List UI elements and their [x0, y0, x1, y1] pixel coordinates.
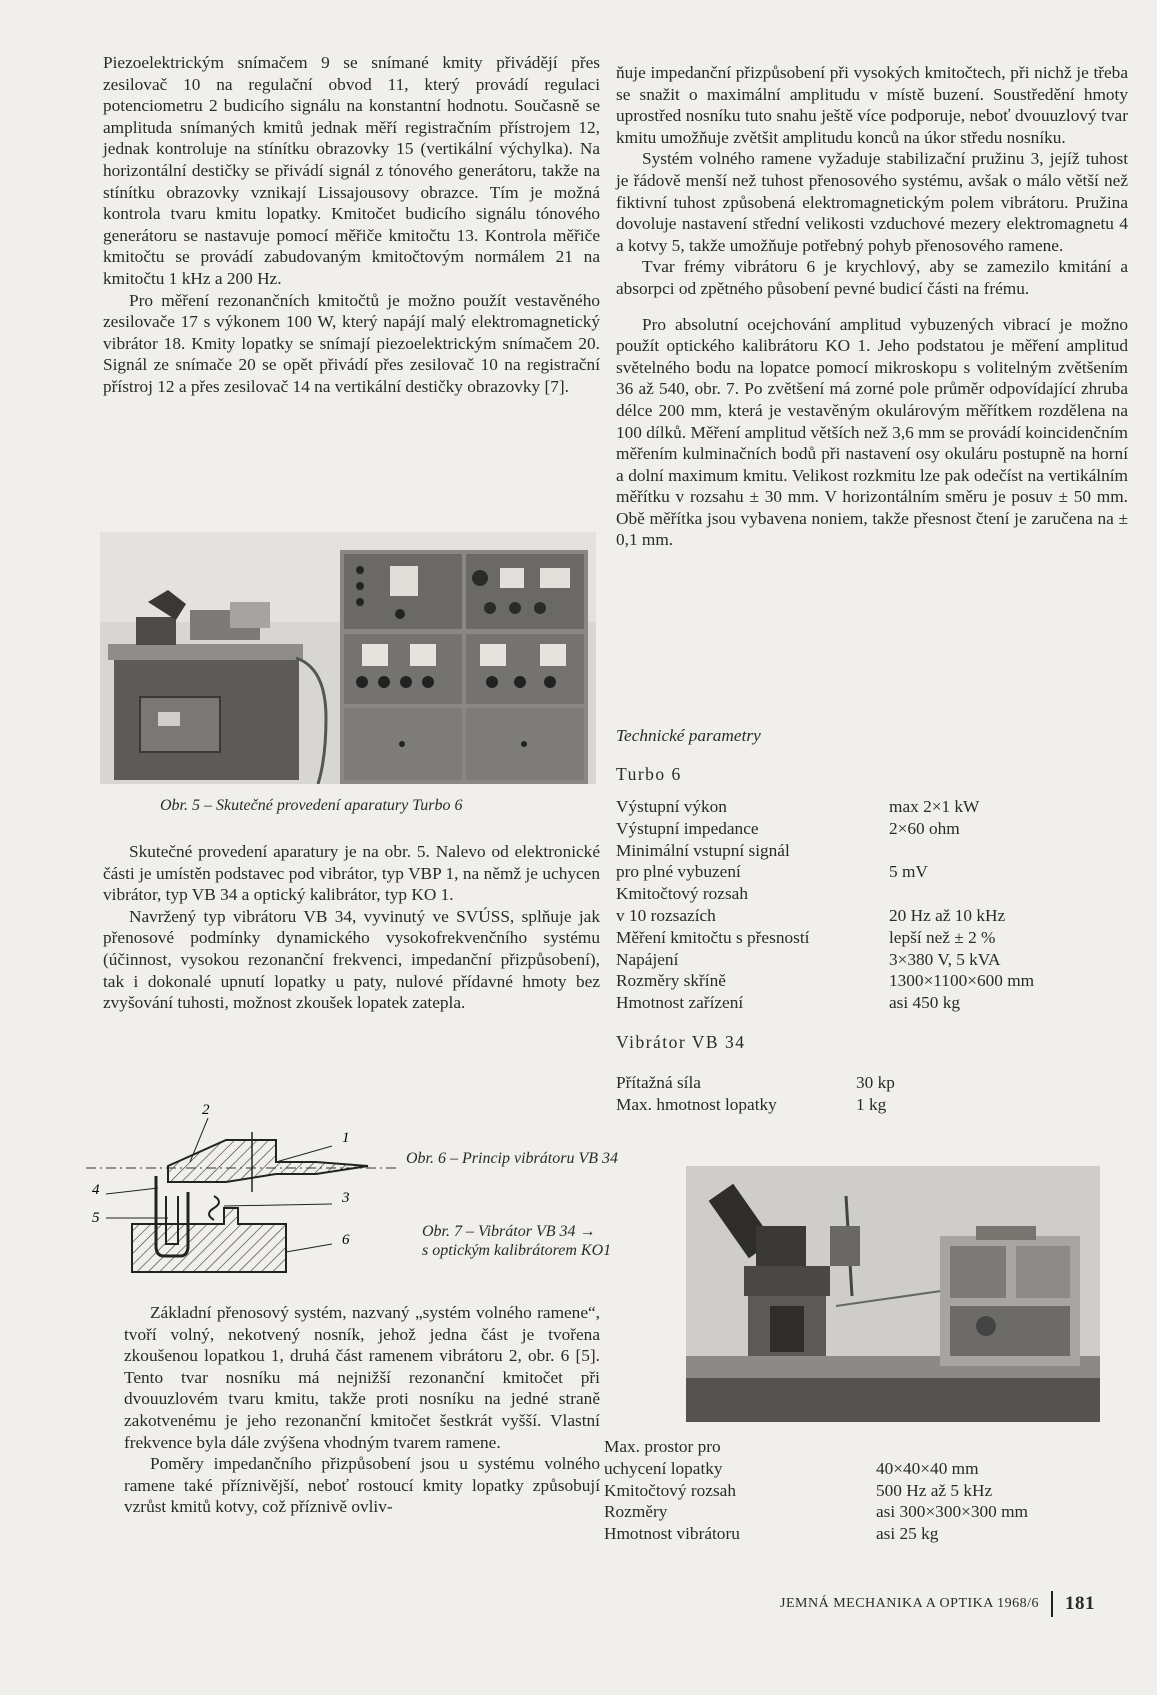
paragraph: Piezoelektrickým snímačem 9 se snímané kmity přivádějí přes zesilovač 10 na regulační obvod 11, který provádí regulaci potenciometru 2 budicího signálu na konstantní hodnotu. Současně se amplituda snímaných kmitů jednak měří registračním přístrojem 12, jednak kontroluje na stínítku obrazovky 15 (vertikální výchylka). Na horizontální destičky se přivádí signál z tónového generátoru, takže na stínítku obrazovky vznikají Lissajousovy obrazce. Tím je možná kontrola tvaru kmitu lopatky. Kmitočet budicího signálu tónového generátoru se nastavuje pomocí měřiče kmitočtu 13. Kontrola měřiče kmitočtu se provádí zabudovaným kmitočtovým normálem 21 na kmitočtu 1 kHz a 200 Hz.: [103, 53, 600, 288]
left-column-middle: [103, 841, 600, 1014]
paragraph: Skutečné provedení aparatury je na obr. 5. Nalevo od elektronické části je umístěn podstavec pod vibrátor, typ VBP 1, na němž je uchycen vibrátor, typ VB 34 a optický kalibrátor, typ KO 1.: [103, 842, 600, 905]
spec-row: [604, 1458, 1104, 1480]
spec-label: v 10 rozsazích: [616, 905, 716, 925]
spec-value: asi 450 kg: [889, 993, 961, 1013]
right-column-top: [616, 62, 1128, 551]
spec-label: Hmotnost zařízení: [616, 993, 744, 1013]
paragraph: Tvar frémy vibrátoru 6 je krychlový, aby se zamezilo kmitání a absorpci od zpětného působení pevné budicí části na frému.: [616, 257, 1128, 298]
spec-row: [604, 1480, 1104, 1502]
turbo-heading: Turbo 6: [616, 764, 682, 784]
spec-row: [616, 883, 1096, 905]
spec-value: 30 kp: [856, 1072, 895, 1092]
spec-row: [604, 1436, 1104, 1458]
spec-label: Přítažná síla: [616, 1072, 701, 1092]
spec-row: [616, 992, 1096, 1014]
spec-label: Minimální vstupní signál: [616, 840, 790, 860]
spec-value: asi 300×300×300 mm: [876, 1502, 1028, 1522]
page-footer: [780, 1591, 1095, 1617]
spec-row: [616, 1094, 1096, 1116]
label-2: 2: [202, 1102, 210, 1118]
spec-row: [616, 927, 1096, 949]
journal-title: JEMNÁ MECHANIKA A OPTIKA 1968/6: [780, 1596, 1039, 1611]
figure-7-photo: [686, 1166, 1100, 1422]
label-6: 6: [342, 1232, 350, 1248]
spec-row: [616, 861, 1096, 883]
vibrator-heading: Vibrátor VB 34: [616, 1031, 746, 1052]
spec-value: 500 Hz až 5 kHz: [876, 1480, 993, 1500]
spec-value: [889, 883, 1096, 905]
spec-value: max 2×1 kW: [889, 797, 980, 816]
spec-row: [616, 796, 1096, 818]
left-column-top: [103, 52, 600, 398]
spec-value: 1300×1100×600 mm: [889, 971, 1035, 991]
spec-row: [616, 970, 1096, 992]
spec-label: Max. hmotnost lopatky: [616, 1094, 777, 1114]
label-5: 5: [92, 1210, 100, 1226]
spec-value: asi 25 kg: [876, 1524, 939, 1544]
footer-divider: [1051, 1591, 1053, 1617]
paragraph: Navržený typ vibrátoru VB 34, vyvinutý ve SVÚSS, splňuje jak přenosové podmínky dynamického vysokofrekvenčního systému (účinnost, vysokou rezonanční frekvenci, impedanční přizpůsobení), tak i dokonalé upnutí lopatky u paty, nulové přídavné hmoty bez zvyšování tuhosti, možnost zkoušek lopatek zatepla.: [103, 906, 600, 1013]
calibrator-specs: [604, 1436, 1104, 1545]
spec-row: [616, 949, 1096, 971]
spec-value: 1 kg: [856, 1094, 887, 1114]
spec-row: [616, 1072, 1096, 1094]
label-4: 4: [92, 1182, 100, 1198]
spec-value: [876, 1436, 1104, 1458]
spec-value: 5 mV: [889, 862, 928, 882]
spec-label: Kmitočtový rozsah: [604, 1480, 736, 1500]
spec-label: Kmitočtový rozsah: [616, 884, 748, 904]
turbo-spec-table: [616, 796, 1096, 1014]
tech-heading: Technické parametry: [616, 726, 761, 745]
page-number: 181: [1065, 1593, 1095, 1614]
left-column-bottom: [124, 1302, 600, 1518]
paragraph: ňuje impedanční přizpůsobení při vysokých kmitočtech, při nichž je třeba se snažit o maximální amplitudu v místě buzení. Soustředění hmoty uprostřed nosníku tuto snahu ještě více podporuje, neboť dvouuzlový tvar kmitu umožňuje zvětšit amplitudu konců na úkor středu nosníku.: [616, 63, 1128, 147]
paragraph: Systém volného ramene vyžaduje stabilizační pružinu 3, jejíž tuhost je řádově menší než tuhost přenosového systému, avšak o málo větší než fiktivní tuhost způsobená elektromagnetickým polem vibrátoru. Pružina dovoluje nastavení střední velikosti vzduchové mezery elektromagnetu 4 a kotvy 5, takže umožňuje potřebný pohyb přenosového ramene.: [616, 149, 1128, 255]
label-1: 1: [342, 1130, 350, 1146]
spec-value: 20 Hz až 10 kHz: [889, 905, 1006, 925]
figure-5-photo: [100, 532, 596, 784]
spec-label: Max. prostor pro: [604, 1437, 721, 1456]
label-3: 3: [342, 1190, 350, 1206]
spec-row: [604, 1523, 1104, 1545]
paragraph: Poměry impedančního přizpůsobení jsou u systému volného ramene také příznivější, neboť rostoucí kmity lopatky způsobují vzrůst kmitů kotvy, což příznivě ovliv-: [124, 1454, 600, 1517]
spec-label: Výstupní výkon: [616, 797, 727, 816]
spec-label: uchycení lopatky: [604, 1458, 723, 1478]
spec-row: [604, 1501, 1104, 1523]
figure-5-caption: Obr. 5 – Skutečné provedení aparatury Turbo 6: [160, 797, 463, 814]
spec-label: Napájení: [616, 949, 679, 969]
spec-value: [889, 840, 1096, 862]
vibrator-photo-illustration: [686, 1166, 1100, 1422]
vibrator-spec-table: [616, 1072, 1096, 1116]
apparatus-photo-illustration: [100, 532, 596, 784]
calibrator-spec-table: [604, 1436, 1104, 1545]
figure-7-caption-line-1: Obr. 7 – Vibrátor VB 34 →: [422, 1223, 596, 1240]
spec-value: lepší než ± 2 %: [889, 927, 996, 947]
figure-7-caption-line-2: s optickým kalibrátorem KO1: [422, 1242, 612, 1259]
figure-7-caption: [422, 1222, 611, 1260]
spec-label: Hmotnost vibrátoru: [604, 1524, 740, 1544]
spec-label: Rozměry skříně: [616, 971, 726, 991]
spec-label: pro plné vybuzení: [616, 862, 741, 882]
figure-6-diagram: [86, 1096, 416, 1278]
paragraph: Pro měření rezonančních kmitočtů je možno použít vestavěného zesilovače 17 s výkonem 100 W, který napájí malý elektromagnetický vibrátor 18. Kmity lopatky se snímají piezoelektrickým snímačem 20. Signál ze snímače 20 se opět přivádí přes zesilovač 10 na registrační přístroj 12 a přes zesilovač 14 na vertikální destičky obrazovky [7].: [103, 290, 600, 396]
spec-row: [616, 840, 1096, 862]
spec-row: [616, 905, 1096, 927]
paragraph: Základní přenosový systém, nazvaný „systém volného ramene“, tvoří volný, nekotvený nosník, jehož jedna část je tvořena zkoušenou lopatkou 1, druhá část ramenem vibrátoru 2, obr. 6 [5]. Tento tvar nosníku má nejnižší rezonanční kmitočet při dvouuzlovém tvaru kmitu, takže proti nosníku na jedné straně zakotvenému je jeho rezonanční kmitočet šestkrát vyšší. Vlastní frekvence byla dále zvýšena vhodným tvarem ramene.: [124, 1303, 600, 1452]
technical-parameters: [616, 726, 1096, 1116]
spec-value: 2×60 ohm: [889, 818, 960, 838]
spec-label: Rozměry: [604, 1502, 668, 1522]
spec-label: Výstupní impedance: [616, 818, 759, 838]
figure-6-caption: Obr. 6 – Princip vibrátoru VB 34: [406, 1150, 618, 1167]
spec-value: 3×380 V, 5 kVA: [889, 949, 1001, 969]
spec-label: Měření kmitočtu s přesností: [616, 927, 810, 947]
paragraph: Pro absolutní ocejchování amplitud vybuzených vibrací je možno použít optického kalibrátoru KO 1. Jeho podstatou je měření amplitud světelného bodu na lopatce pomocí mikroskopu s volitelným zvětšením 36 až 540, obr. 7. Po zvětšení má zorné pole průměr odpovídající zhruba délce 200 mm, která je vestavěným okulárovým měřítkem rozdělena na 100 dílků. Měření amplitud větších než 3,6 mm se provádí koincidenčním měřením kulminačních bodů při nastavení osy okuláru postupně na horní a dolní maximum kmitu. Velikost rozkmitu lze pak odečíst na vertikálním měřítku v rozsahu ± 30 mm. V horizontálním směru je posuv ± 50 mm. Obě měřítka jsou vybavena noniem, takže přesnost čtení je zaručena na ± 0,1 mm.: [616, 314, 1128, 550]
spec-value: 40×40×40 mm: [876, 1458, 979, 1478]
spec-row: [616, 818, 1096, 840]
